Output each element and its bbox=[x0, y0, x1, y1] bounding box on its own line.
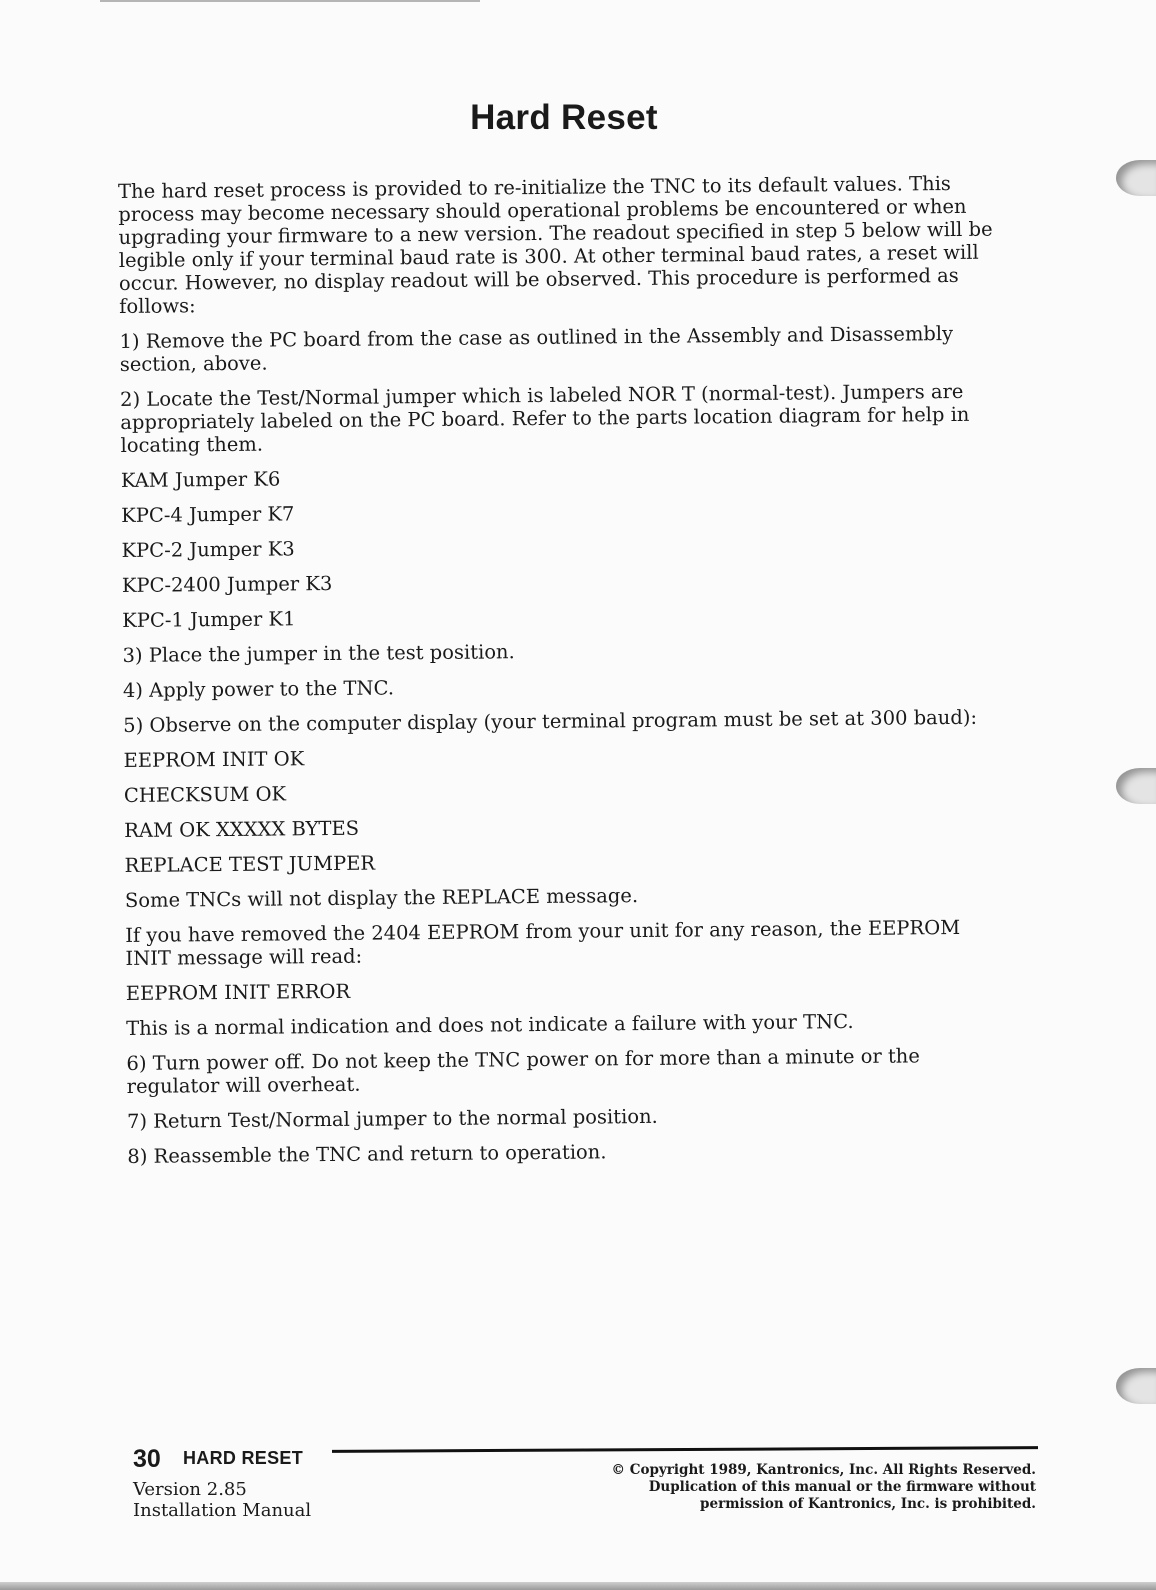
footer-version: Version 2.85 bbox=[133, 1479, 247, 1500]
binder-hole-top bbox=[1116, 160, 1156, 196]
step-8: 8) Reassemble the TNC and return to operation. bbox=[127, 1140, 607, 1168]
readout-ram-ok: RAM OK XXXXX BYTES bbox=[124, 816, 360, 842]
jumper-kpc-2400: KPC-2400 Jumper K3 bbox=[121, 571, 333, 597]
step-3: 3) Place the jumper in the test position. bbox=[122, 640, 515, 667]
page-edge-top bbox=[100, 0, 480, 2]
copyright-line: Duplication of this manual or the firmware without bbox=[648, 1479, 1036, 1495]
step-7: 7) Return Test/Normal jumper to the normal position. bbox=[126, 1104, 658, 1133]
readout-eeprom-init-ok: EEPROM INIT OK bbox=[123, 747, 305, 772]
jumper-kam: KAM Jumper K6 bbox=[120, 467, 281, 492]
footer-rule bbox=[332, 1446, 1038, 1453]
readout-checksum-ok: CHECKSUM OK bbox=[123, 782, 287, 807]
footer-section-name: HARD RESET bbox=[183, 1448, 304, 1468]
footer-manual-name: Installation Manual bbox=[133, 1500, 312, 1521]
footer-copyright bbox=[566, 1462, 1036, 1513]
binder-hole-middle bbox=[1116, 768, 1156, 804]
step-1: 1) Remove the PC board from the case as outlined in the Assembly and Disassembly section, above. bbox=[119, 321, 954, 376]
step-2: 2) Locate the Test/Normal jumper which is labeled NOR T (normal-test). Jumpers are appropriately labeled on the PC board. Refer to the parts location diagram for help in locating them. bbox=[119, 379, 970, 457]
jumper-kpc-4: KPC-4 Jumper K7 bbox=[121, 502, 295, 527]
copyright-line: © Copyright 1989, Kantronics, Inc. All Rights Reserved. bbox=[611, 1462, 1036, 1478]
page-title: Hard Reset bbox=[470, 98, 658, 137]
body-text bbox=[118, 172, 1008, 1180]
step-5: 5) Observe on the computer display (your terminal program must be set at 300 baud): bbox=[123, 705, 978, 737]
page-edge-bottom bbox=[0, 1582, 1156, 1590]
binder-hole-bottom bbox=[1116, 1368, 1156, 1404]
eeprom-removed-note: If you have removed the 2404 EEPROM from your unit for any reason, the EEPROM INIT message will read: bbox=[125, 915, 961, 970]
jumper-kpc-1: KPC-1 Jumper K1 bbox=[122, 607, 296, 632]
step-4: 4) Apply power to the TNC. bbox=[122, 676, 395, 702]
footer-version-block bbox=[133, 1479, 311, 1521]
intro-paragraph: The hard reset process is provided to re-initialize the TNC to its default values. This process may become necessary should operational problems be encountered or when upgrading your firmware to a new version. The readout specified in step 5 below will be legible only if your terminal baud rate is 300. At other terminal baud rates, a reset will occur. However, no display readout will be observed. This procedure is performed as follows: bbox=[118, 172, 993, 318]
copyright-line: permission of Kantronics, Inc. is prohibited. bbox=[700, 1496, 1036, 1512]
readout-replace-jumper: REPLACE TEST JUMPER bbox=[124, 851, 376, 877]
jumper-kpc-2: KPC-2 Jumper K3 bbox=[121, 537, 295, 562]
replace-note: Some TNCs will not display the REPLACE message. bbox=[124, 884, 639, 912]
step-6: 6) Turn power off. Do not keep the TNC power on for more than a minute or the regulator will overheat. bbox=[126, 1044, 920, 1098]
normal-indication-note: This is a normal indication and does not indicate a failure with your TNC. bbox=[126, 1009, 854, 1040]
page-number: 30 bbox=[133, 1445, 161, 1473]
readout-eeprom-init-error: EEPROM INIT ERROR bbox=[125, 979, 351, 1005]
